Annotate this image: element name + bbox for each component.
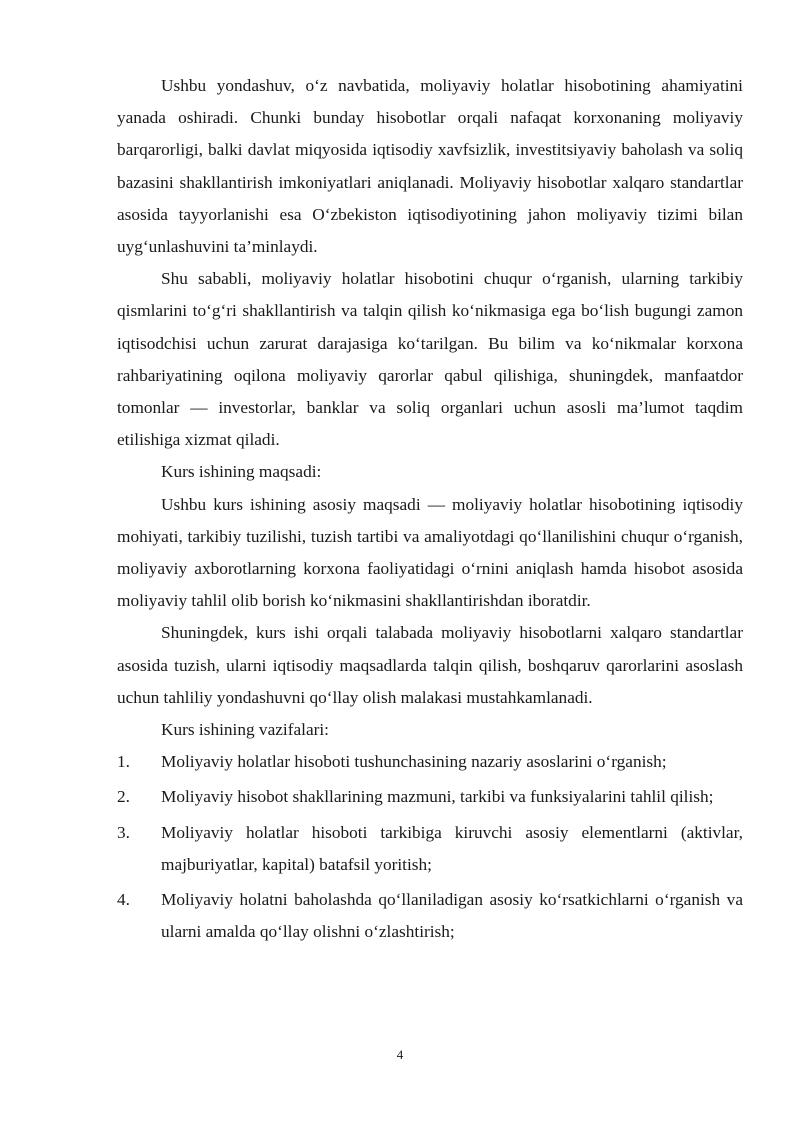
list-item <box>117 781 743 813</box>
list-item <box>117 884 743 948</box>
list-item-text: Moliyaviy holatni baholashda qo‘llaniladigan asosiy ko‘rsatkichlarni o‘rganish va ularni amalda qo‘llay olishni o‘zlashtirish; <box>161 890 743 942</box>
paragraph: Ushbu yondashuv, o‘z navbatida, moliyaviy holatlar hisobotining ahamiyatini yanada oshiradi. Chunki bunday hisobotlar orqali nafaqat korxonaning moliyaviy barqarorligi, balki davlat miqyosida iqtisodiy xavfsizlik, investitsiyaviy baholash va soliq bazasini shakllantirish imkoniyatlari aniqlanadi. Moliyaviy hisobotlar xalqaro standartlar asosida tayyorlanishi esa O‘zbekiston iqtisodiyotining jahon moliyaviy tizimi bilan uyg‘unlashuvini ta’minlaydi. <box>117 76 743 257</box>
task-list <box>117 746 743 948</box>
section-heading-tasks: Kurs ishining vazifalari: <box>161 720 329 740</box>
list-item-text: Moliyaviy holatlar hisoboti tarkibiga kiruvchi asosiy elementlarni (aktivlar, majburiyatlar, kapital) batafsil yoritish; <box>161 822 743 874</box>
paragraph: Shuningdek, kurs ishi orqali talabada moliyaviy hisobotlarni xalqaro standartlar asosida tuzish, ularni iqtisodiy maqsadlarda talqin qilish, boshqaruv qarorlarini asoslash uchun tahliliy yondashuvni qo‘llay olish malakasi mustahkamlanadi. <box>117 623 743 707</box>
list-item-text: Moliyaviy hisobot shakllarining mazmuni, tarkibi va funksiyalarini tahlil qilish; <box>161 787 714 807</box>
section-heading-goal: Kurs ishining maqsadi: <box>161 462 322 482</box>
page-number: 4 <box>396 1047 404 1062</box>
list-item-number: 3. <box>117 822 130 842</box>
paragraph: Shu sababli, moliyaviy holatlar hisobotini chuqur o‘rganish, ularning tarkibiy qismlarini to‘g‘ri shakllantirish va talqin qilish ko‘nikmasiga ega bo‘lish bugungi zamon iqtisodchisi uchun zarurat darajasiga ko‘tarilgan. Bu bilim va ko‘nikmalar korxona rahbariyatining oqilona moliyaviy qarorlar qabul qilishiga, shuningdek, manfaatdor tomonlar — investorlar, banklar va soliq organlari uchun asosli ma’lumot taqdim etilishiga xizmat qiladi. <box>117 269 743 450</box>
list-item-number: 2. <box>117 787 130 807</box>
list-item <box>117 817 743 881</box>
list-item <box>117 746 743 778</box>
document-page <box>117 70 743 951</box>
list-item-number: 1. <box>117 752 130 772</box>
list-item-number: 4. <box>117 890 130 910</box>
paragraph: Ushbu kurs ishining asosiy maqsadi — moliyaviy holatlar hisobotining iqtisodiy mohiyati, tarkibiy tuzilishi, tuzish tartibi va amaliyotdagi qo‘llanilishini chuqur o‘rganish, moliyaviy axborotlarning korxona faoliyatidagi o‘rnini aniqlash hamda hisobot asosida moliyaviy tahlil olib borish ko‘nikmasini shakllantirishdan iboratdir. <box>117 494 743 611</box>
list-item-text: Moliyaviy holatlar hisoboti tushunchasining nazariy asoslarini o‘rganish; <box>161 752 667 772</box>
